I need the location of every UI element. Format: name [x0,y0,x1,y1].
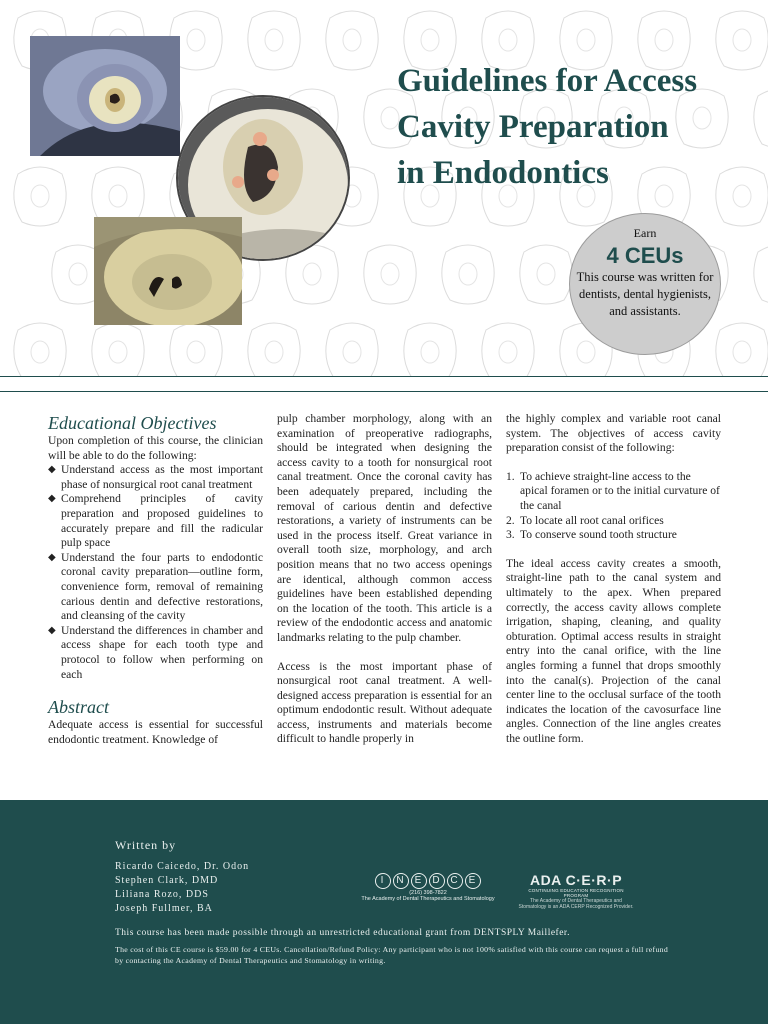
ceu-amount: 4 CEUs [606,243,684,268]
ceu-badge [569,213,721,355]
ceu-description: This course was written for dentists, dental hygienists, and assistants. [576,270,714,318]
footer [0,800,768,1024]
ceu-earn-label: Earn [633,226,657,240]
diamond-bullet-icon: ◆ [48,551,56,563]
col3-paragraph-2: The ideal access cavity creates a smooth, straight-line path to the canal system and ultimately to the apex. When prepared correctly, the access cavity allows complete irrigation, shaping, cleaning, and quality obturation. Optimal access results in straight entry into the canal orifice, with the line angles forming a funnel that drops smoothly into the canal(s). Projection of the canal center line to the occlusal surface of the tooth indicates the location of the cavosurface line angles. Connection of the line angles creates the outline form. [506,556,721,745]
diamond-bullet-icon: ◆ [48,493,56,505]
abstract-text: Adequate access is essential for successful endodontic treatment. Knowledge of [48,718,263,746]
list-item: ◆ Understand access as the most important phase of nonsurgical root canal treatment [48,463,263,491]
page-title [397,58,757,196]
author-name: Ricardo Caicedo, Dr. Odon [115,861,250,872]
inedce-logo: I N E D C E (216) 398-7822 The Academy of Dental Therapeutics and Stomatology [353,870,503,902]
list-item: 2. To locate all root canal orifices [506,513,664,527]
access-objectives-list [506,470,721,543]
author-name: Liliana Rozo, DDS [115,889,209,900]
title-line-2: Cavity Preparation [397,109,669,145]
list-item: 3. To conserve sound tooth structure [506,528,677,542]
list-item: 1. To achieve straight-line access to the apical foramen or to the initial curvature of the canal [506,469,720,512]
column-1 [48,412,263,747]
abstract-heading: Abstract [48,697,109,718]
objectives-heading: Educational Objectives [48,413,217,433]
cost-refund-policy: The cost of this CE course is $59.00 for 4 CEUs. Cancellation/Refund Policy: Any participant who is not 100% satisfied with this course can request a full refund by contacting the Academy of Dental Therapeutics and Stomatology in writing. [115,945,669,965]
list-item: ◆ Comprehend principles of cavity preparation and proposed guidelines to accurately prepare and fill the radicular pulp space [48,492,263,550]
photo-access-cavity [30,36,180,156]
objectives-intro: Upon completion of this course, the clinician will be able to do the following: [48,434,263,462]
author-name: Joseph Fullmer, BA [115,903,213,914]
logo-phone: (216) 398-7822 [409,890,447,896]
objectives-list [48,463,263,682]
diamond-bullet-icon: ◆ [48,624,56,636]
photo-canal-orifices [94,217,242,325]
diamond-bullet-icon: ◆ [48,464,56,476]
col2-paragraph-2: Access is the most important phase of nonsurgical root canal treatment. A well-designed access preparation is essential for an optimum endodontic result. Without adequate access, instruments and materials become difficult to handle properly in [277,659,492,746]
title-line-3: in Endodontics [397,155,609,191]
column-3 [506,412,721,746]
list-item: ◆ Understand the four parts to endodontic coronal cavity preparation—outline form, convenience form, removal of remaining carious dentin and defective restorations, and cleansing of the cavity [48,550,263,623]
col3-paragraph-1: the highly complex and variable root canal system. The objectives of access cavity preparation consist of the following: [506,412,721,455]
list-item: ◆ Understand the differences in chamber and access shape for each tooth type and protocol to follow when performing on each [48,623,263,681]
column-2 [277,412,492,747]
header-divider [0,376,768,377]
grant-notice: This course has been made possible through an unrestricted educational grant from DENTSPLY Maillefer. [115,928,570,938]
title-line-1: Guidelines for Access [397,63,698,99]
author-name: Stephen Clark, DMD [115,875,219,886]
ada-cerp-logo: ADA C·E·R·P CONTINUING EDUCATION RECOGNITION PROGRAM The Academy of Dental Therapeutics and Stomatology is an ADA CERP Recognized Provider. [518,872,634,910]
written-by-label: Written by [115,838,177,852]
author-list [115,860,249,916]
logo-academy-name: The Academy of Dental Therapeutics and Stomatology [361,896,495,902]
header-divider-2 [0,391,768,392]
col2-paragraph-1: pulp chamber morphology, along with an examination of preoperative radiographs, should be integrated when designing the access cavity to a tooth for nonsurgical root canal treatment. Once the coronal cavity has been adequately prepared, including the removal of carious dentin and defective restorations, a variety of instruments can be used in the process itself. Great variance in overall tooth size, morphology, and arch position means that no two access openings are identical, although common access guidelines have been established depending on the location of the tooth. This article is a review of the endodontic access and anatomic landmarks relating to the pulp chamber. [277,412,492,644]
